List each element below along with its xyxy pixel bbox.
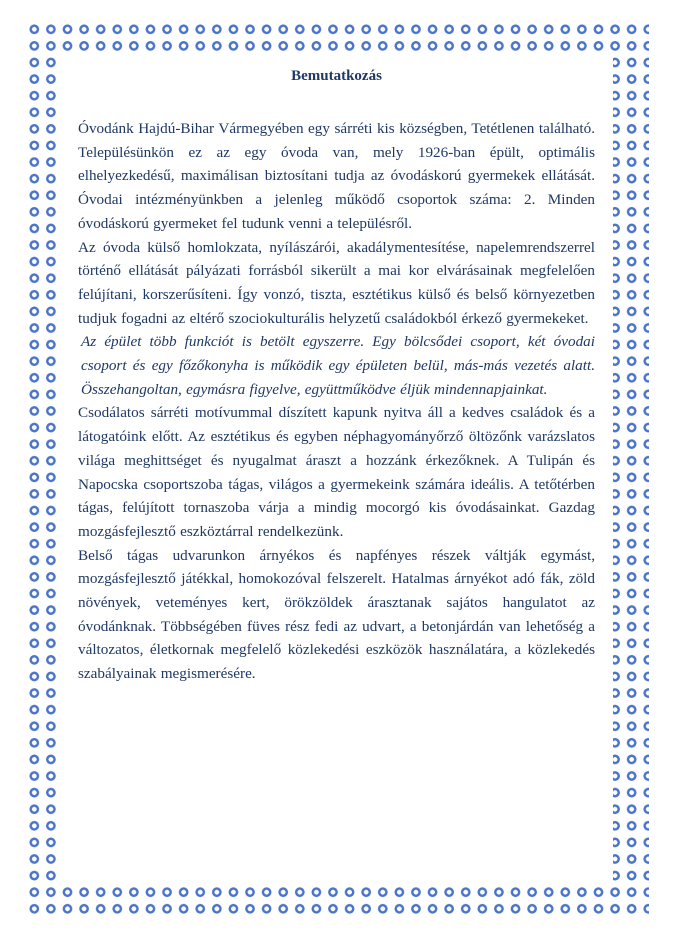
paragraph-building-functions: Az épület több funkciót is betölt egyszerre. Egy bölcsődei csoport, két óvodai csoport és egy főzőkonyha is működik egy épületen belül, más-más vezetés alatt. Összehangoltan, egymásra figyelve, együttműködve éljük mindennapjainkat. bbox=[81, 333, 595, 398]
paragraph-yard: Belső tágas udvarunkon árnyékos és napfényes részek váltják egymást, mozgásfejlesztő játékkal, homokozóval felszerelt. Hatalmas árnyékot adó fák, zöld növények, veteményes kert, örökzöldek árasztanak sajátos hangulatot az óvodánknak. Többségében füves rész fedi az udvart, a betonjárdán van lehetőség a változatos, életkornak megfelelő közlekedési eszközök használatára, a közlekedés szabályainak megismerésére. bbox=[78, 546, 595, 683]
document-title: Bemutatkozás bbox=[291, 68, 382, 84]
document-content bbox=[78, 66, 595, 686]
paragraph-interior: Csodálatos sárréti motívummal díszített kapunk nyitva áll a kedves családok és a látogatóink előtt. Az esztétikus és egyben néphagyományőrző öltözőnk varázslatos világa meghittséget és nyugalmat áraszt a hozzánk érkezőknek. A Tulipán és Napocska csoportszoba tágas, világos a gyermekeink számára ideális. A tetőtérben tágas, felújított tornaszoba várja a mindig mocorgó kis óvodásainkat. Gazdag mozgásfejlesztő eszköztárral rendelkezünk. bbox=[78, 404, 595, 540]
paragraph-intro: Óvodánk Hajdú-Bihar Vármegyében egy sárréti kis községben, Tetétlenen található. Településünkön ez az egy óvoda van, mely 1926-ban épült, optimális elhelyezkedésű, maximálisan biztosítani tudja az óvodáskorú gyermekek ellátását. Óvodai intézményünkben a jelenleg működő csoportok száma: 2. Minden óvodáskorú gyermeket fel tudunk venni a településről. bbox=[78, 120, 595, 232]
paragraph-renovation: Az óvoda külső homlokzata, nyílászárói, akadálymentesítése, napelemrendszerrel történő ellátását pályázati forrásból sikerült a mai kor elvárásainak megfelelően felújítani, korszerűsíteni. Így vonzó, tiszta, esztétikus külső és belső környezetben tudjuk fogadni az eltérő szociokulturális helyzetű családokból érkező gyermekeket. bbox=[78, 238, 595, 327]
